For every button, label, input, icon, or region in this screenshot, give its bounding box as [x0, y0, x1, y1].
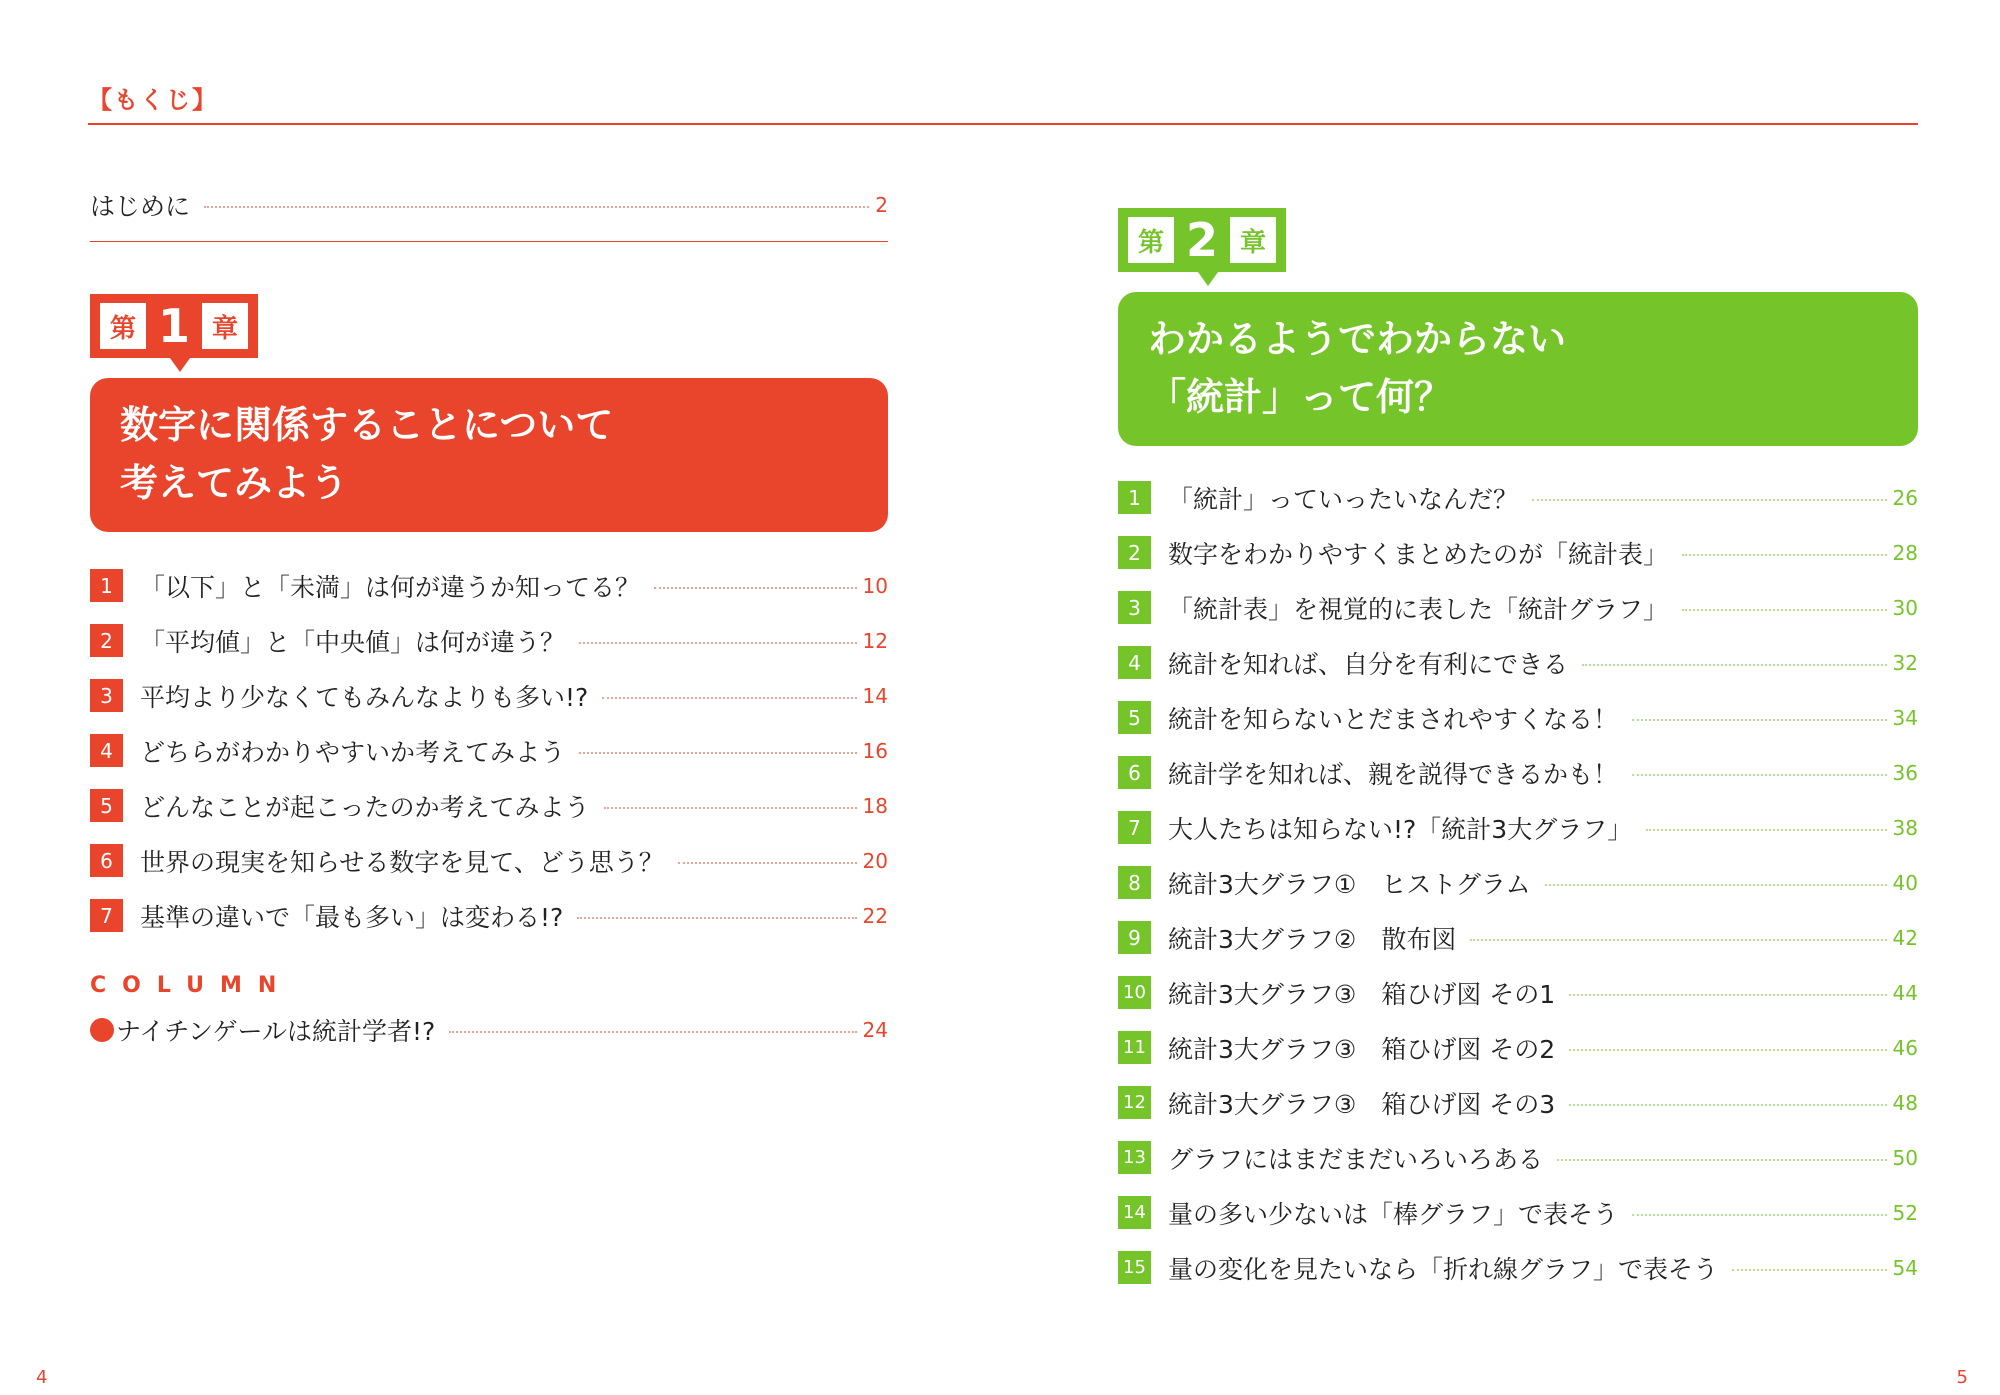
- column-page: 24: [862, 1017, 888, 1042]
- bullet-dot-icon: [90, 1018, 114, 1042]
- toc-entry[interactable]: [1118, 745, 1918, 800]
- toc-entry[interactable]: [90, 833, 888, 888]
- entry-page: 14: [862, 683, 888, 708]
- entry-label: どんなことが起こったのか考えてみよう: [140, 792, 590, 822]
- badge-pointer: [170, 358, 190, 372]
- chapter1-list: [90, 558, 888, 943]
- leader-dots: [1632, 1214, 1887, 1216]
- toc-entry[interactable]: [1118, 1240, 1918, 1295]
- leader-dots: [1532, 499, 1887, 501]
- chapter1-title-line2: 考えてみよう: [120, 461, 349, 505]
- chapter2-badge-pre: 第: [1128, 217, 1174, 263]
- leader-dots: [1569, 1104, 1886, 1106]
- entry-page: 30: [1892, 595, 1918, 620]
- toc-entry-column[interactable]: [90, 1002, 888, 1057]
- intro-divider: [90, 241, 888, 242]
- chapter1-badge-pre: 第: [100, 303, 146, 349]
- entry-number: 11: [1118, 1031, 1151, 1064]
- entry-page: 42: [1892, 925, 1918, 950]
- entry-label: 世界の現実を知らせる数字を見て、どう思う？: [140, 847, 664, 877]
- entry-number: 1: [1118, 481, 1151, 514]
- entry-number: 7: [1118, 811, 1151, 844]
- leader-dots: [1470, 939, 1886, 941]
- leader-dots: [577, 917, 856, 919]
- entry-number: 2: [90, 624, 123, 657]
- toc-entry[interactable]: [1118, 470, 1918, 525]
- toc-entry[interactable]: [1118, 690, 1918, 745]
- leader-dots: [604, 807, 857, 809]
- toc-entry[interactable]: [1118, 580, 1918, 635]
- intro-page: 2: [875, 193, 888, 217]
- toc-entry[interactable]: [1118, 910, 1918, 965]
- entry-label: 統計3大グラフ① ヒストグラム: [1168, 869, 1531, 899]
- leader-dots: [1569, 1049, 1886, 1051]
- entry-label: 量の変化を見たいなら「折れ線グラフ」で表そう: [1168, 1254, 1719, 1284]
- entry-label: 統計3大グラフ③ 箱ひげ図 その2: [1168, 1034, 1556, 1064]
- entry-page: 18: [862, 793, 888, 818]
- entry-page: 46: [1892, 1035, 1918, 1060]
- leader-dots: [579, 752, 857, 754]
- entry-number: 5: [1118, 701, 1151, 734]
- toc-entry[interactable]: [1118, 1075, 1918, 1130]
- toc-entry[interactable]: [90, 613, 888, 668]
- leader-dots: [579, 642, 857, 644]
- toc-entry[interactable]: [1118, 1020, 1918, 1075]
- leader-dots: [449, 1031, 856, 1033]
- entry-number: 1: [90, 569, 123, 602]
- column-label: ナイチンゲールは統計学者!?: [116, 1016, 436, 1046]
- entry-label: 統計3大グラフ③ 箱ひげ図 その3: [1168, 1089, 1556, 1119]
- toc-entry[interactable]: [1118, 965, 1918, 1020]
- chapter2-title-line1: わかるようでわからない: [1148, 317, 1567, 361]
- toc-entry[interactable]: [90, 888, 888, 943]
- leader-dots: [602, 697, 856, 699]
- entry-number: 3: [1118, 591, 1151, 624]
- entry-label: 「統計表」を視覚的に表した「統計グラフ」: [1168, 594, 1669, 624]
- toc-entry[interactable]: [1118, 1185, 1918, 1240]
- chapter1-title-line1: 数字に関係することについて: [120, 403, 614, 447]
- entry-number: 14: [1118, 1196, 1151, 1229]
- entry-label: 統計を知れば、自分を有利にできる: [1168, 649, 1569, 679]
- entry-page: 50: [1892, 1145, 1918, 1170]
- page-number-right: 5: [1956, 1367, 1968, 1388]
- entry-page: 26: [1892, 485, 1918, 510]
- entry-page: 28: [1892, 540, 1918, 565]
- entry-page: 40: [1892, 870, 1918, 895]
- toc-entry-intro[interactable]: [90, 180, 888, 230]
- intro-label: はじめに: [90, 192, 191, 221]
- entry-page: 10: [862, 573, 888, 598]
- toc-entry[interactable]: [90, 668, 888, 723]
- leader-dots: [1632, 774, 1887, 776]
- leader-dots: [1632, 719, 1887, 721]
- entry-number: 15: [1118, 1251, 1151, 1284]
- entry-number: 12: [1118, 1086, 1151, 1119]
- left-column: [90, 180, 888, 1057]
- toc-header-title: 【もくじ】: [88, 86, 218, 114]
- entry-number: 2: [1118, 536, 1151, 569]
- leader-dots: [1682, 609, 1887, 611]
- toc-entry[interactable]: [90, 723, 888, 778]
- chapter1-badge: [90, 294, 258, 358]
- toc-entry[interactable]: [1118, 855, 1918, 910]
- toc-entry[interactable]: [90, 778, 888, 833]
- entry-page: 36: [1892, 760, 1918, 785]
- entry-number: 7: [90, 899, 123, 932]
- entry-label: 数字をわかりやすくまとめたのが「統計表」: [1168, 539, 1669, 569]
- page-number-left: 4: [36, 1367, 48, 1388]
- entry-label: 大人たちは知らない!?「統計3大グラフ」: [1168, 814, 1633, 844]
- chapter2-badge-post: 章: [1230, 217, 1276, 263]
- entry-number: 5: [90, 789, 123, 822]
- chapter2-list: [1118, 470, 1918, 1295]
- chapter1-badge-post: 章: [202, 303, 248, 349]
- toc-entry[interactable]: [90, 558, 888, 613]
- entry-number: 4: [1118, 646, 1151, 679]
- entry-page: 44: [1892, 980, 1918, 1005]
- leader-dots: [1545, 884, 1887, 886]
- column-heading: COLUMN: [90, 973, 293, 998]
- entry-label: 統計学を知れば、親を説得できるかも！: [1168, 759, 1619, 789]
- entry-page: 20: [862, 848, 888, 873]
- entry-label: どちらがわかりやすいか考えてみよう: [140, 737, 566, 767]
- chapter2-title-box: [1118, 292, 1918, 446]
- chapter2-badge-num: 2: [1185, 213, 1218, 267]
- chapter1-title-box: [90, 378, 888, 532]
- entry-number: 8: [1118, 866, 1151, 899]
- chapter2-title-line2: 「統計」って何？: [1148, 375, 1453, 419]
- leader-dots: [678, 862, 857, 864]
- leader-dots: [1582, 664, 1887, 666]
- leader-dots: [204, 206, 869, 208]
- entry-label: 「以下」と「未満」は何が違うか知ってる？: [140, 572, 641, 602]
- entry-label: 統計を知らないとだまされやすくなる！: [1168, 704, 1619, 734]
- entry-page: 16: [862, 738, 888, 763]
- entry-number: 6: [90, 844, 123, 877]
- entry-number: 6: [1118, 756, 1151, 789]
- entry-page: 38: [1892, 815, 1918, 840]
- entry-page: 54: [1892, 1255, 1918, 1280]
- entry-label: 「平均値」と「中央値」は何が違う？: [140, 627, 566, 657]
- entry-page: 12: [862, 628, 888, 653]
- leader-dots: [1569, 994, 1886, 996]
- entry-label: 「統計」っていったいなんだ？: [1168, 484, 1519, 514]
- entry-label: 統計3大グラフ② 散布図: [1168, 924, 1457, 954]
- toc-entry[interactable]: [1118, 525, 1918, 580]
- entry-label: 基準の違いで「最も多い」は変わる!?: [140, 902, 564, 932]
- entry-page: 34: [1892, 705, 1918, 730]
- leader-dots: [1646, 829, 1886, 831]
- chapter2-badge: [1118, 208, 1286, 272]
- badge-pointer: [1198, 272, 1218, 286]
- entry-page: 52: [1892, 1200, 1918, 1225]
- entry-label: 平均より少なくてもみんなよりも多い!?: [140, 682, 589, 712]
- entry-number: 10: [1118, 976, 1151, 1009]
- toc-entry[interactable]: [1118, 1130, 1918, 1185]
- toc-entry[interactable]: [1118, 635, 1918, 690]
- leader-dots: [654, 587, 857, 589]
- entry-number: 4: [90, 734, 123, 767]
- header-rule: [88, 123, 1918, 125]
- toc-entry[interactable]: [1118, 800, 1918, 855]
- entry-number: 3: [90, 679, 123, 712]
- chapter1-badge-num: 1: [157, 299, 190, 353]
- entry-number: 9: [1118, 921, 1151, 954]
- right-column: [1118, 180, 1918, 1295]
- leader-dots: [1557, 1159, 1887, 1161]
- entry-label: 統計3大グラフ③ 箱ひげ図 その1: [1168, 979, 1556, 1009]
- leader-dots: [1732, 1269, 1887, 1271]
- leader-dots: [1682, 554, 1887, 556]
- entry-label: 量の多い少ないは「棒グラフ」で表そう: [1168, 1199, 1619, 1229]
- entry-label: グラフにはまだまだいろいろある: [1168, 1144, 1544, 1174]
- entry-page: 32: [1892, 650, 1918, 675]
- entry-page: 48: [1892, 1090, 1918, 1115]
- entry-page: 22: [862, 903, 888, 928]
- entry-number: 13: [1118, 1141, 1151, 1174]
